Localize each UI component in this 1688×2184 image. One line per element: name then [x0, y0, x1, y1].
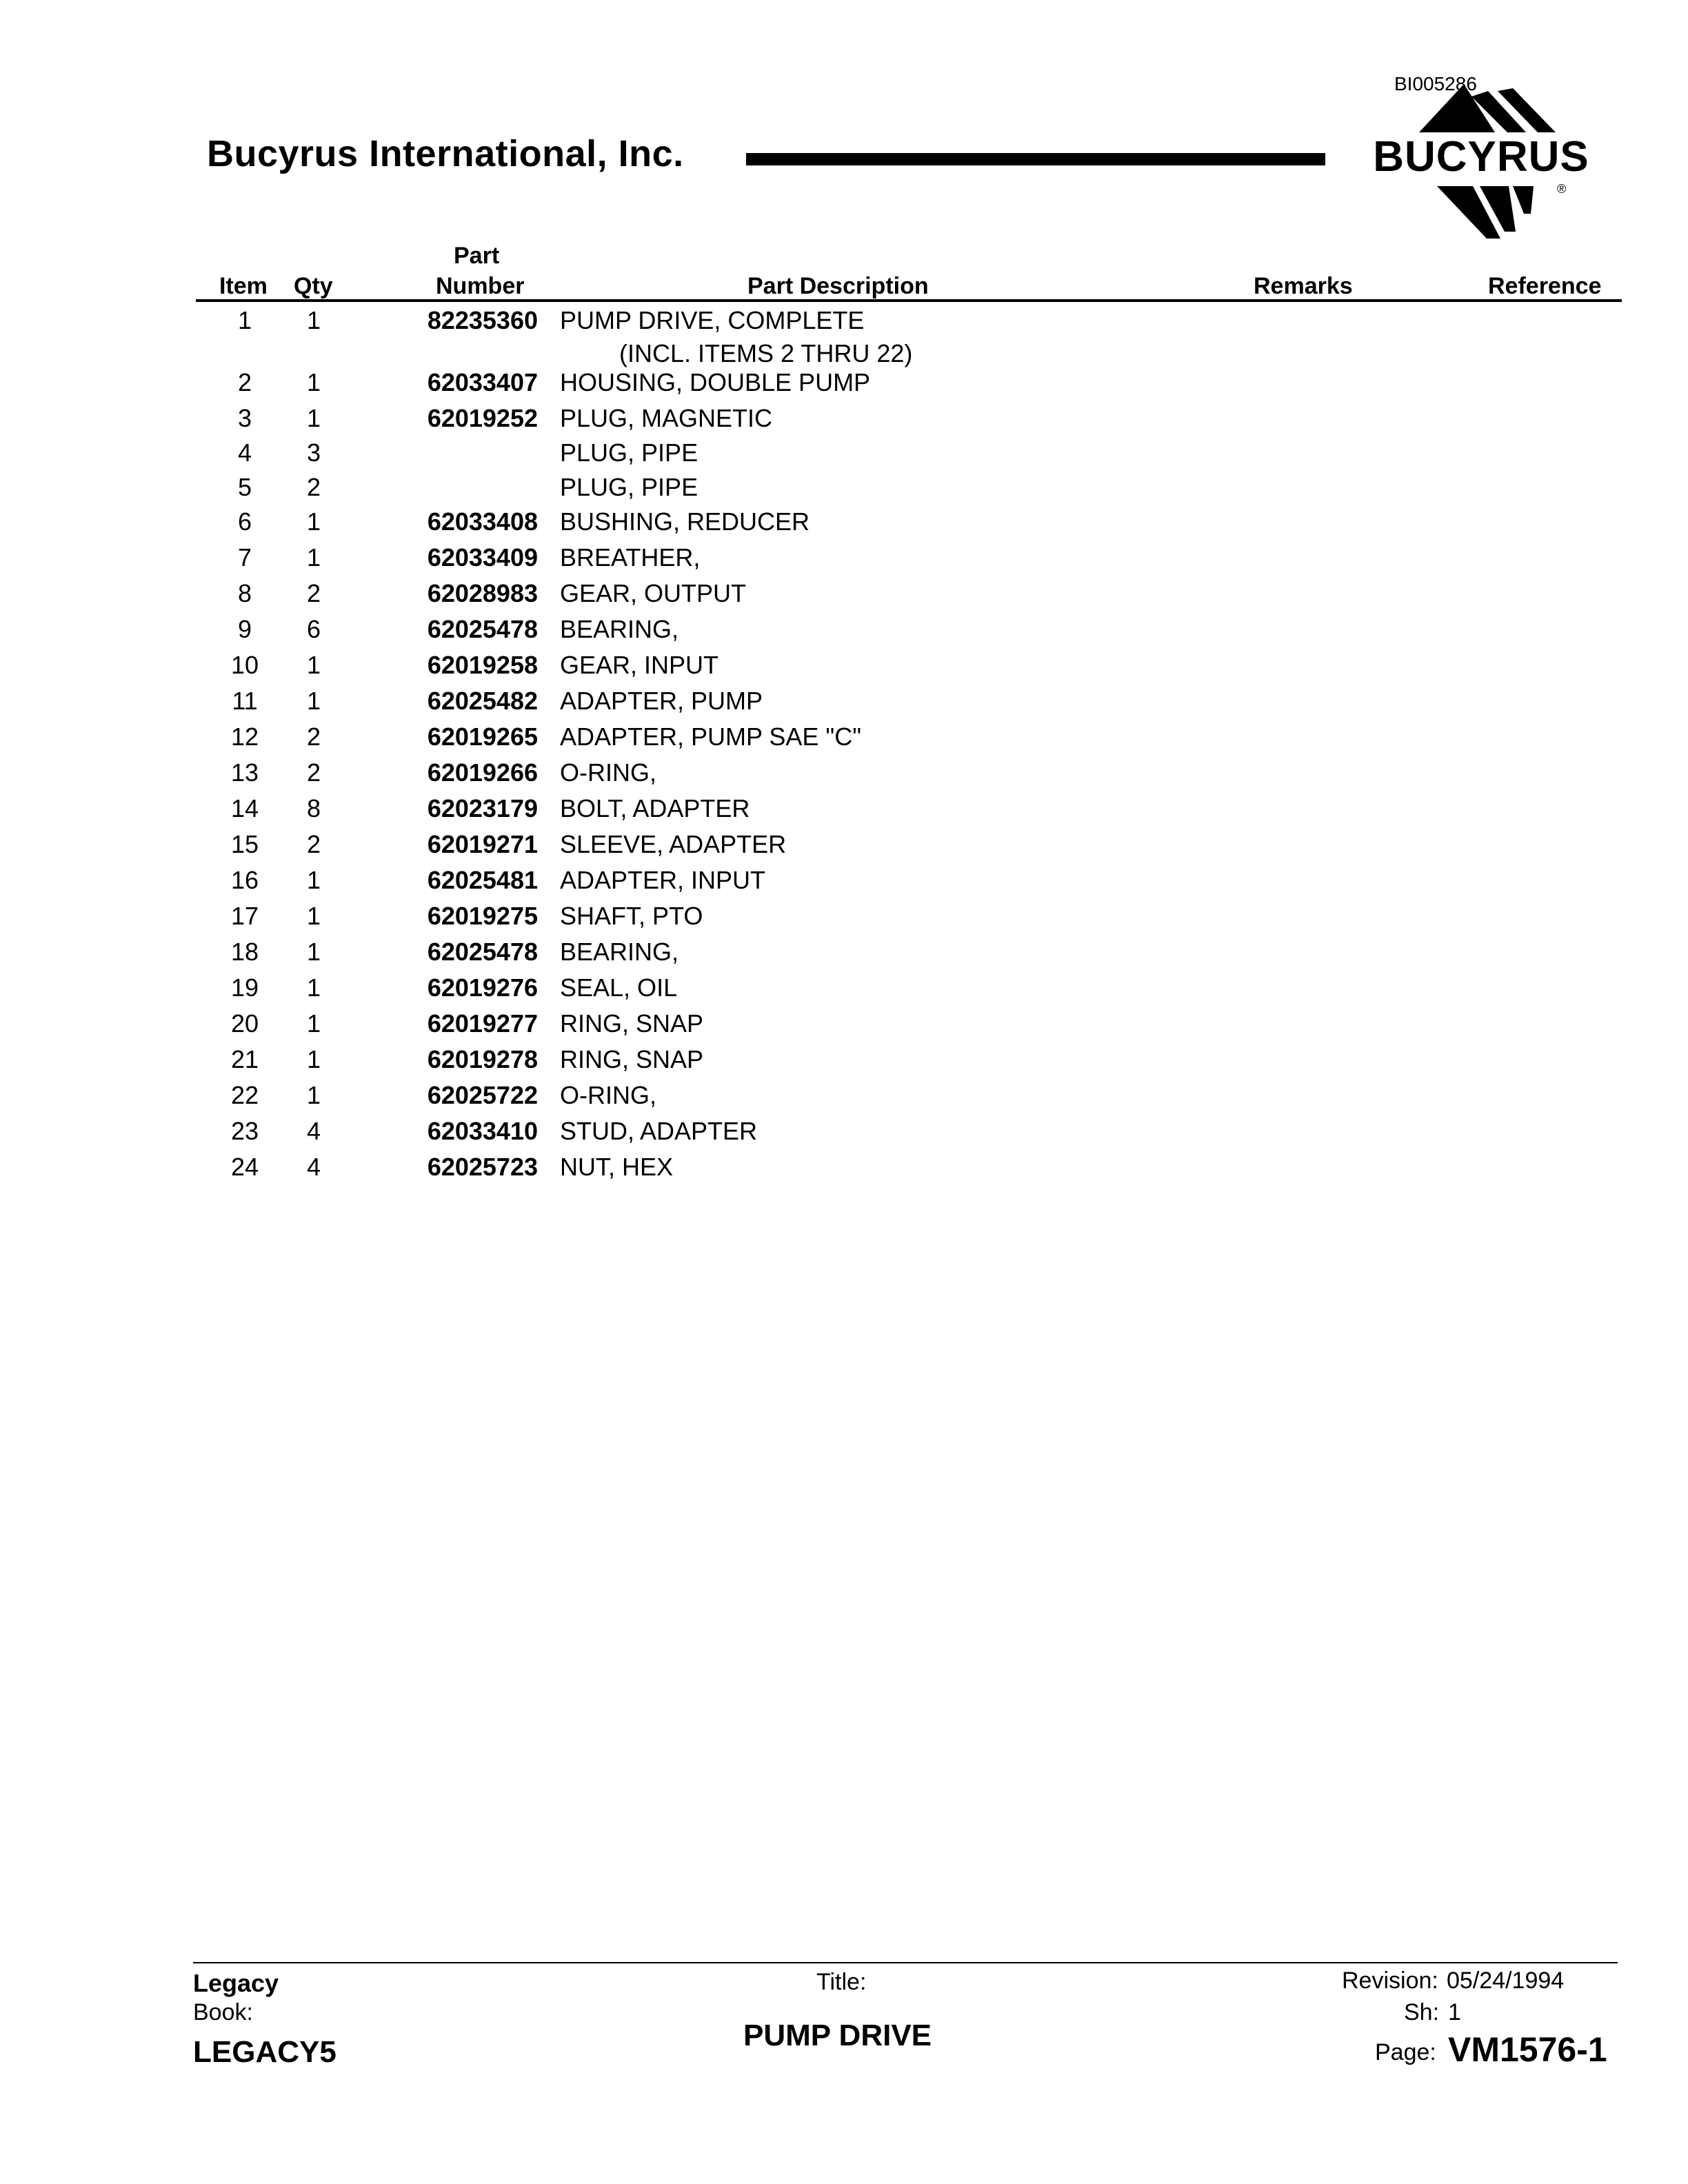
row-item-number: 19	[230, 973, 259, 1002]
row-item-number: 8	[237, 579, 252, 607]
row-description: O-RING,	[560, 1081, 656, 1109]
row-part-number: 62025478	[427, 615, 538, 643]
row-item-number: 23	[230, 1117, 259, 1145]
row-quantity: 1	[306, 687, 321, 715]
table-row	[0, 722, 1688, 757]
row-quantity: 6	[306, 615, 321, 643]
row-item-number: 13	[230, 758, 259, 787]
table-row	[0, 973, 1688, 1008]
row-item-number: 18	[230, 938, 259, 966]
row-part-number: 62033408	[427, 507, 538, 536]
row-part-number: 62033409	[427, 543, 538, 572]
column-header-part-line2: Number	[436, 273, 525, 299]
table-row	[0, 1081, 1688, 1115]
row-part-number: 62023179	[427, 794, 538, 822]
table-row	[0, 1009, 1688, 1044]
row-quantity: 4	[306, 1117, 321, 1145]
row-quantity: 8	[306, 794, 321, 822]
row-quantity: 1	[306, 404, 321, 432]
row-part-number: 62019275	[427, 902, 538, 930]
row-description: SHAFT, PTO	[560, 902, 703, 930]
footer-rule	[193, 1962, 1618, 1963]
row-description: GEAR, OUTPUT	[560, 579, 747, 607]
footer-sheet-value: 1	[1448, 1999, 1461, 2025]
row-part-number: 62019271	[427, 830, 538, 858]
row-item-number: 3	[237, 404, 252, 432]
table-row	[0, 368, 1688, 403]
company-name: Bucyrus International, Inc.	[207, 133, 684, 174]
table-row	[0, 1117, 1688, 1151]
row-part-number: 62025722	[427, 1081, 538, 1109]
table-row	[0, 615, 1688, 649]
row-item-number: 21	[230, 1045, 259, 1073]
row-item-number: 2	[237, 368, 252, 396]
row-quantity: 2	[306, 722, 321, 751]
row-part-number: 82235360	[427, 306, 538, 334]
column-header-part-line1: Part	[454, 243, 500, 269]
row-part-number: 62019277	[427, 1009, 538, 1038]
footer-page-label: Page:	[1375, 2039, 1436, 2065]
table-row	[0, 507, 1688, 542]
row-item-number: 15	[230, 830, 259, 858]
row-quantity: 1	[306, 938, 321, 966]
table-row	[0, 758, 1688, 793]
row-part-number: 62019252	[427, 404, 538, 432]
row-item-number: 20	[230, 1009, 259, 1038]
row-item-number: 11	[232, 687, 258, 715]
row-part-number: 62019276	[427, 973, 538, 1002]
footer-book-value: LEGACY5	[193, 2035, 336, 2069]
row-part-number: 62025481	[427, 866, 538, 894]
row-part-number: 62025723	[427, 1153, 538, 1181]
row-part-number: 62019266	[427, 758, 538, 787]
footer-revision-value: 05/24/1994	[1447, 1968, 1565, 1994]
table-row	[0, 306, 1688, 367]
table-row	[0, 543, 1688, 578]
row-quantity: 4	[306, 1153, 321, 1181]
footer-sheet-label: Sh:	[1404, 1999, 1440, 2025]
row-description: RING, SNAP	[560, 1009, 704, 1038]
logo-wordmark: BUCYRUS	[1373, 133, 1589, 181]
row-description-line2: (INCL. ITEMS 2 THRU 22)	[619, 339, 913, 367]
row-item-number: 17	[230, 902, 259, 930]
row-quantity: 1	[306, 1081, 321, 1109]
row-description: HOUSING, DOUBLE PUMP	[560, 368, 871, 396]
row-part-number: 62019265	[427, 722, 538, 751]
table-row	[0, 938, 1688, 972]
column-header-reference: Reference	[1488, 273, 1602, 299]
row-item-number: 6	[237, 507, 252, 536]
row-item-number: 4	[237, 438, 252, 467]
row-quantity: 1	[306, 368, 321, 396]
table-row	[0, 687, 1688, 721]
row-description: O-RING,	[560, 758, 656, 787]
table-row	[0, 794, 1688, 829]
row-part-number: 62033410	[427, 1117, 538, 1145]
row-quantity: 2	[306, 579, 321, 607]
row-part-number: 62019278	[427, 1045, 538, 1073]
row-item-number: 5	[237, 473, 252, 501]
column-header-qty: Qty	[294, 273, 333, 299]
row-item-number: 7	[237, 543, 252, 572]
row-part-number: 62019258	[427, 651, 538, 679]
table-row	[0, 651, 1688, 685]
table-row	[0, 866, 1688, 900]
row-description: NUT, HEX	[560, 1153, 674, 1181]
row-item-number: 1	[237, 306, 252, 334]
row-quantity: 1	[306, 306, 321, 334]
row-item-number: 12	[230, 722, 259, 751]
row-description: SLEEVE, ADAPTER	[560, 830, 787, 858]
table-row	[0, 1045, 1688, 1080]
footer-book-label: Book:	[193, 1999, 253, 2025]
row-description: PLUG, PIPE	[560, 438, 699, 467]
row-description: BUSHING, REDUCER	[560, 507, 810, 536]
row-part-number: 62033407	[427, 368, 538, 396]
row-description: BEARING,	[560, 938, 679, 966]
row-quantity: 1	[306, 507, 321, 536]
svg-text:®: ®	[1557, 182, 1567, 196]
footer-title-value: PUMP DRIVE	[743, 2019, 932, 2052]
row-quantity: 1	[306, 1045, 321, 1073]
row-item-number: 10	[230, 651, 259, 679]
row-item-number: 14	[230, 794, 259, 822]
table-row	[0, 438, 1688, 473]
row-description: ADAPTER, PUMP SAE "C"	[560, 722, 861, 751]
table-row	[0, 579, 1688, 614]
column-header-remarks: Remarks	[1254, 273, 1353, 299]
row-description: PLUG, MAGNETIC	[560, 404, 773, 432]
table-row	[0, 902, 1688, 936]
document-id: BI005286	[1394, 73, 1477, 94]
row-description: PLUG, PIPE	[560, 473, 699, 501]
row-description: SEAL, OIL	[560, 973, 678, 1002]
table-row	[0, 1153, 1688, 1187]
row-part-number: 62028983	[427, 579, 538, 607]
row-description: GEAR, INPUT	[560, 651, 719, 679]
table-row	[0, 473, 1688, 507]
row-description: RING, SNAP	[560, 1045, 704, 1073]
column-header-item: Item	[219, 273, 268, 299]
row-quantity: 1	[306, 973, 321, 1002]
table-row	[0, 830, 1688, 865]
row-item-number: 24	[230, 1153, 259, 1181]
row-part-number: 62025482	[427, 687, 538, 715]
row-item-number: 9	[237, 615, 252, 643]
row-quantity: 1	[306, 1009, 321, 1038]
row-quantity: 1	[306, 866, 321, 894]
row-item-number: 22	[230, 1081, 259, 1109]
table-row	[0, 404, 1688, 438]
row-description: BOLT, ADAPTER	[560, 794, 750, 822]
row-description: ADAPTER, PUMP	[560, 687, 763, 715]
row-quantity: 1	[306, 543, 321, 572]
footer-revision-label: Revision:	[1342, 1968, 1438, 1994]
footer-title-label: Title:	[816, 1969, 867, 1995]
row-description: STUD, ADAPTER	[560, 1117, 758, 1145]
row-quantity: 2	[306, 830, 321, 858]
column-header-description: Part Description	[747, 273, 929, 299]
row-item-number: 16	[230, 866, 259, 894]
row-quantity: 2	[306, 473, 321, 501]
row-quantity: 1	[306, 902, 321, 930]
row-quantity: 2	[306, 758, 321, 787]
footer-legacy-label: Legacy	[193, 1969, 279, 1997]
row-quantity: 3	[306, 438, 321, 467]
row-description: ADAPTER, INPUT	[560, 866, 766, 894]
row-description: BREATHER,	[560, 543, 701, 572]
row-quantity: 1	[306, 651, 321, 679]
row-description: PUMP DRIVE, COMPLETE	[560, 306, 865, 334]
row-description: BEARING,	[560, 615, 679, 643]
row-part-number: 62025478	[427, 938, 538, 966]
footer-page-value: VM1576-1	[1448, 2030, 1607, 2069]
